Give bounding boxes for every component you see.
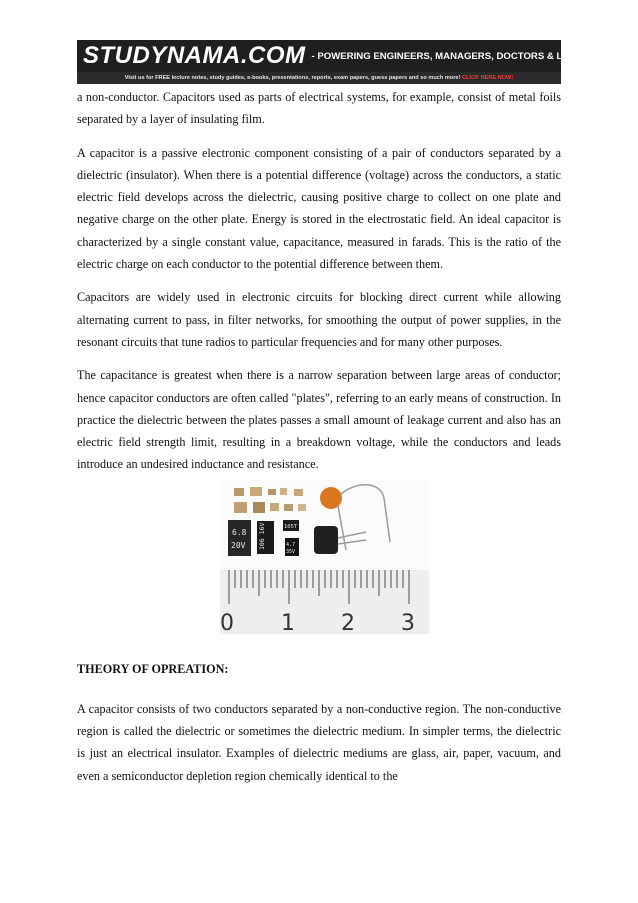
svg-text:106 16V: 106 16V — [258, 522, 266, 550]
ruler-label-0: 0 — [220, 610, 234, 634]
ruler-label-1: 1 — [281, 610, 295, 634]
banner-promo-strip[interactable] — [77, 72, 561, 84]
ruler-label-3: 3 — [401, 610, 415, 634]
svg-text:20V: 20V — [231, 540, 246, 550]
svg-text:6.8: 6.8 — [232, 527, 247, 537]
ruler-label-2: 2 — [341, 610, 355, 634]
paragraph-capacitor-uses: Capacitors are widely used in electronic circuits for blocking direct current while allowing alternating current to pass, in filter networks, for smoothing the output of power supplies, in the resonant circuits that tune radios to particular frequencies and for many other purposes. — [77, 290, 561, 349]
svg-text:105T: 105T — [284, 523, 298, 530]
capacitors-photo — [220, 480, 429, 634]
promo-text — [125, 75, 513, 81]
paragraph-capacitor-definition: A capacitor is a passive electronic component consisting of a pair of conductors separated by a dielectric (insulator). When there is a potential difference (voltage) across the conductors, a static electric field develops across the dielectric, causing positive charge to collect on one plate and negative charge on the other plate. Energy is stored in the electrostatic field. An ideal capacitor is characterized by a single constant value, capacitance, measured in farads. This is the ratio of the electric charge on each conductor to the potential difference between them. — [77, 145, 561, 272]
banner-tagline: - POWERING ENGINEERS, MANAGERS, DOCTORS & LAWYERS. — [311, 50, 607, 62]
section-heading: THEORY OF OPREATION: — [77, 661, 229, 676]
paragraph-continuation: a non-conductor. Capacitors used as parts of electrical systems, for example, consist of metal foils separated by a layer of insulating film. — [77, 90, 561, 127]
promo-message: Visit us for FREE lecture notes, study guides, e-books, presentations, reports, exam papers, guess papers and so much more! — [124, 75, 461, 81]
click-here-link[interactable]: CLICK HERE NOW! — [461, 75, 514, 81]
studynama-banner[interactable] — [77, 40, 607, 84]
svg-text:4.7: 4.7 — [286, 541, 296, 548]
brand-logo: STUDYNAMA.COM — [83, 42, 306, 69]
svg-text:35V: 35V — [286, 548, 296, 555]
banner-header — [77, 40, 607, 72]
paragraph-theory: A capacitor consists of two conductors separated by a non-conductive region. The non-conductive region is called the dielectric or sometimes the dielectric medium. In simpler terms, the dielectric is just an electrical insulator. Examples of dielectric mediums are glass, air, paper, vacuum, and even a semiconductor depletion region chemically identical to the — [77, 701, 561, 783]
paragraph-capacitance: The capacitance is greatest when there is a narrow separation between large areas of conductor; hence capacitor conductors are often called "plates", referring to an early means of construction. In practice the dielectric between the plates passes a small amount of leakage current and also has an electric field strength limit, resulting in a breakdown voltage, while the conductors and leads introduce an undesired inductance and resistance. — [77, 368, 561, 472]
document-body — [77, 86, 561, 787]
